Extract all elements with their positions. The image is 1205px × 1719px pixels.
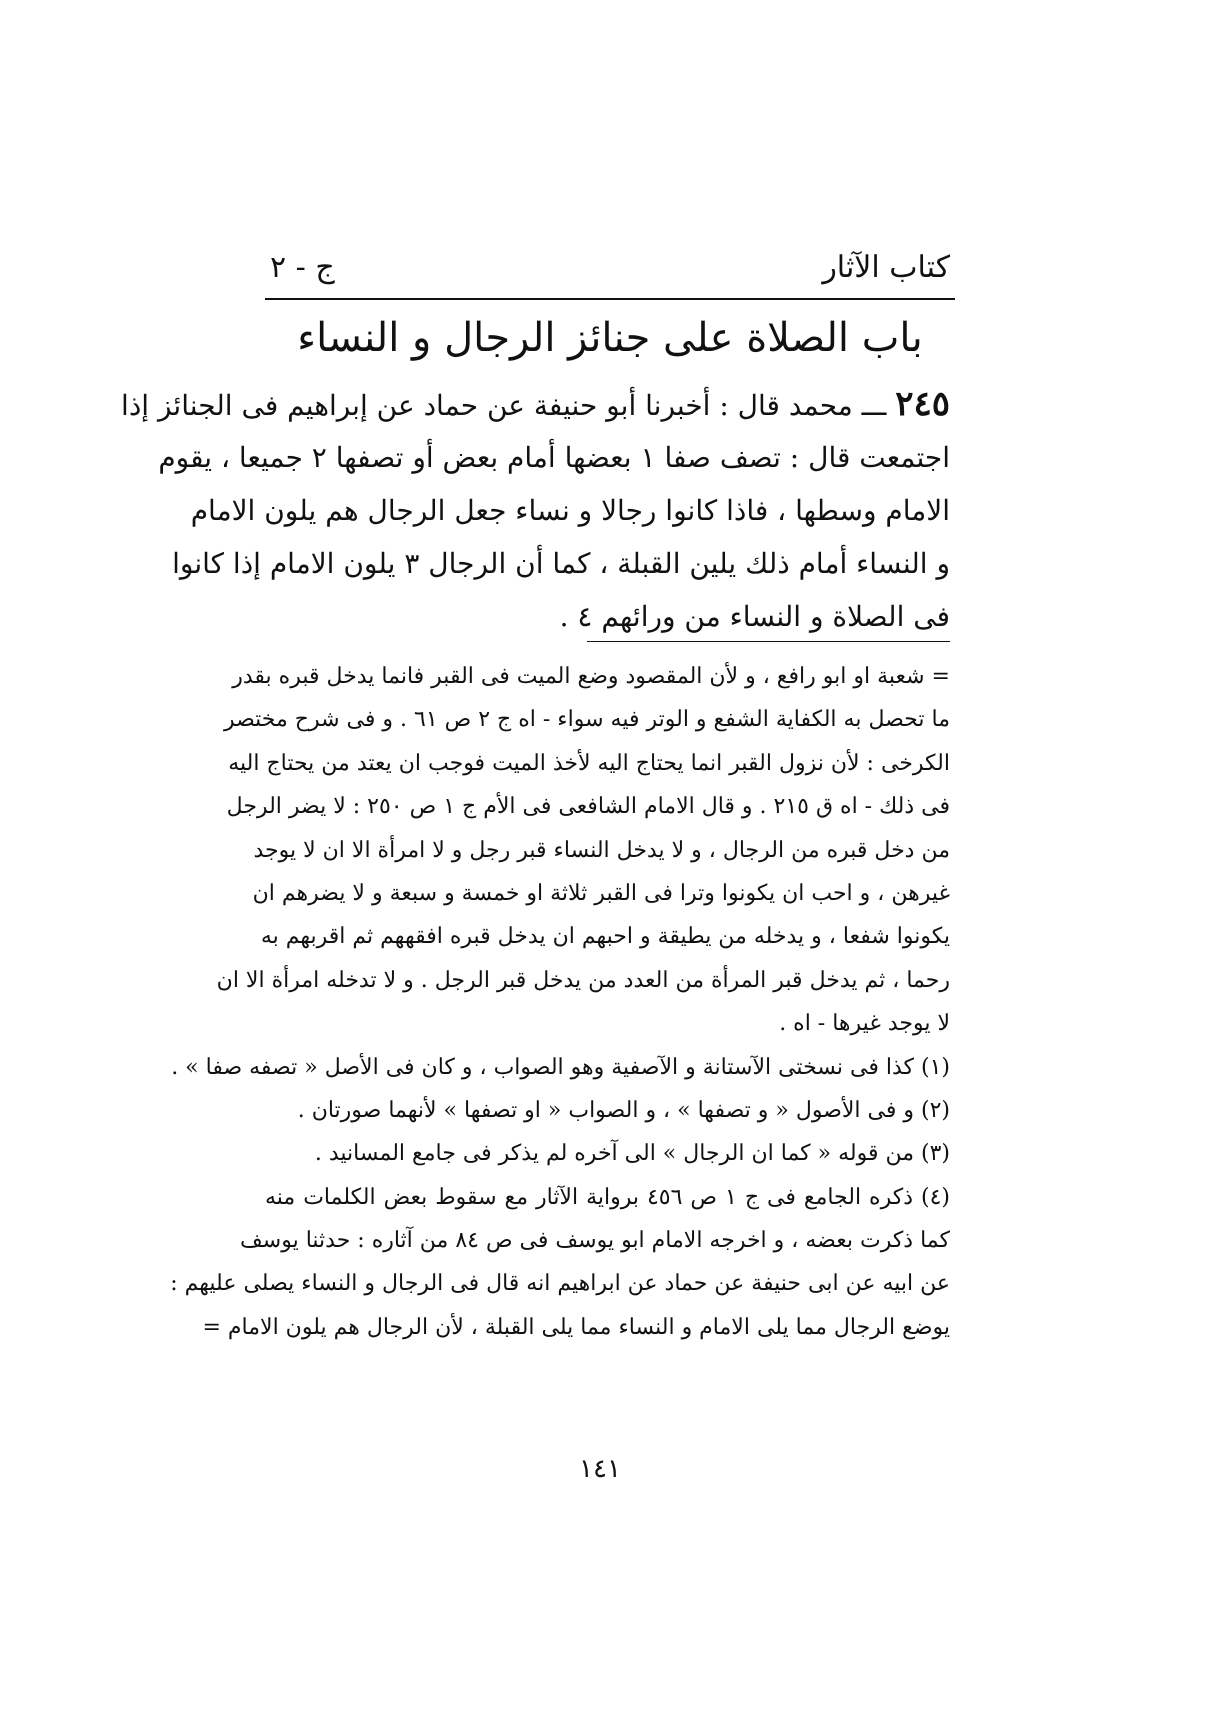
footnote-4-line: عن ابيه عن ابى حنيفة عن حماد عن ابراهيم انه قال فى الرجال و النساء يصلى عليهم : <box>170 1271 950 1297</box>
footnote-4: (٤) ذكره الجامع فى ج ١ ص ٤٥٦ برواية الآثار مع سقوط بعض الكلمات منه <box>265 1184 950 1210</box>
book-title: كتاب الآثار <box>822 250 950 285</box>
footnote-continuation-line: من دخل قبره من الرجال ، و لا يدخل النساء قبر رجل و لا امرأة الا ان لا يوجد <box>253 837 950 863</box>
chapter-title: باب الصلاة على جنائز الرجال و النساء <box>297 315 923 361</box>
footnote-3: (٣) من قوله « كما ان الرجال » الى آخره لم يذكر فى جامع المسانيد . <box>314 1141 950 1167</box>
hadith-line: فى الصلاة و النساء من ورائهم ٤ . <box>559 600 950 633</box>
header-rule <box>265 298 955 300</box>
footnote-continuation-line: ما تحصل به الكفاية الشفع و الوتر فيه سواء - اه ج ٢ ص ٦١ . و فى شرح مختصر <box>223 707 950 733</box>
footnotes <box>170 655 950 1349</box>
footnote-continuation-line: = شعبة او ابو رافع ، و لأن المقصود وضع الميت فى القبر فانما يدخل قبره بقدر <box>232 664 950 689</box>
hadith-line <box>121 378 950 431</box>
footnote-continuation-line: رحما ، ثم يدخل قبر المرأة من العدد من يدخل قبر الرجل . و لا تدخله امرأة الا ان <box>216 967 950 993</box>
footnote-4-line: يوضع الرجال مما يلى الامام و النساء مما يلى القبلة ، لأن الرجال هم يلون الامام = <box>202 1314 950 1340</box>
hadith-number: ٢٤٥ <box>895 384 950 424</box>
footnote-4-line: كما ذكرت بعضه ، و اخرجه الامام ابو يوسف فى ص ٨٤ من آثاره : حدثنا يوسف <box>240 1228 950 1254</box>
footnote-continuation-line: الكرخى : لأن نزول القبر انما يحتاج اليه لأخذ الميت فوجب ان يعتد من يحتاج اليه <box>228 750 950 776</box>
page-number: ١٤١ <box>579 1454 621 1484</box>
footnote-continuation-line: لا يوجد غيرها - اه . <box>779 1011 950 1037</box>
running-header <box>270 248 950 292</box>
footnote-continuation-line: يكونوا شفعا ، و يدخله من يطيقة و احبهم ان يدخل قبره افقههم ثم اقربهم به <box>260 924 950 950</box>
hadith-line-text: ـــ محمد قال : أخبرنا أبو حنيفة عن حماد عن إبراهيم فى الجنائز إذا <box>121 389 896 422</box>
footnote-1: (١) كذا فى نسختى الآستانة و الآصفية وهو الصواب ، و كان فى الأصل « تصفه صفا » . <box>171 1054 950 1080</box>
hadith-text <box>121 378 950 643</box>
footnote-separator <box>587 641 950 642</box>
hadith-line: اجتمعت قال : تصف صفا ١ بعضها أمام بعض أو تصفها ٢ جميعا ، يقوم <box>158 441 950 474</box>
footnote-2: (٢) و فى الأصول « و تصفها » ، و الصواب « او تصفها » لأنهما صورتان . <box>297 1097 950 1123</box>
hadith-line: الامام وسطها ، فاذا كانوا رجالا و نساء جعل الرجال هم يلون الامام <box>190 494 950 527</box>
footnote-continuation-line: فى ذلك - اه ق ٢١٥ . و قال الامام الشافعى فى الأم ج ١ ص ٢٥٠ : لا يضر الرجل <box>226 794 950 820</box>
hadith-line: و النساء أمام ذلك يلين القبلة ، كما أن الرجال ٣ يلون الامام إذا كانوا <box>172 547 950 580</box>
footnote-continuation-line: غيرهن ، و احب ان يكونوا وترا فى القبر ثلاثة او خمسة و سبعة و لا يضرهم ان <box>252 880 950 906</box>
volume-number: ج - ٢ <box>270 250 335 285</box>
